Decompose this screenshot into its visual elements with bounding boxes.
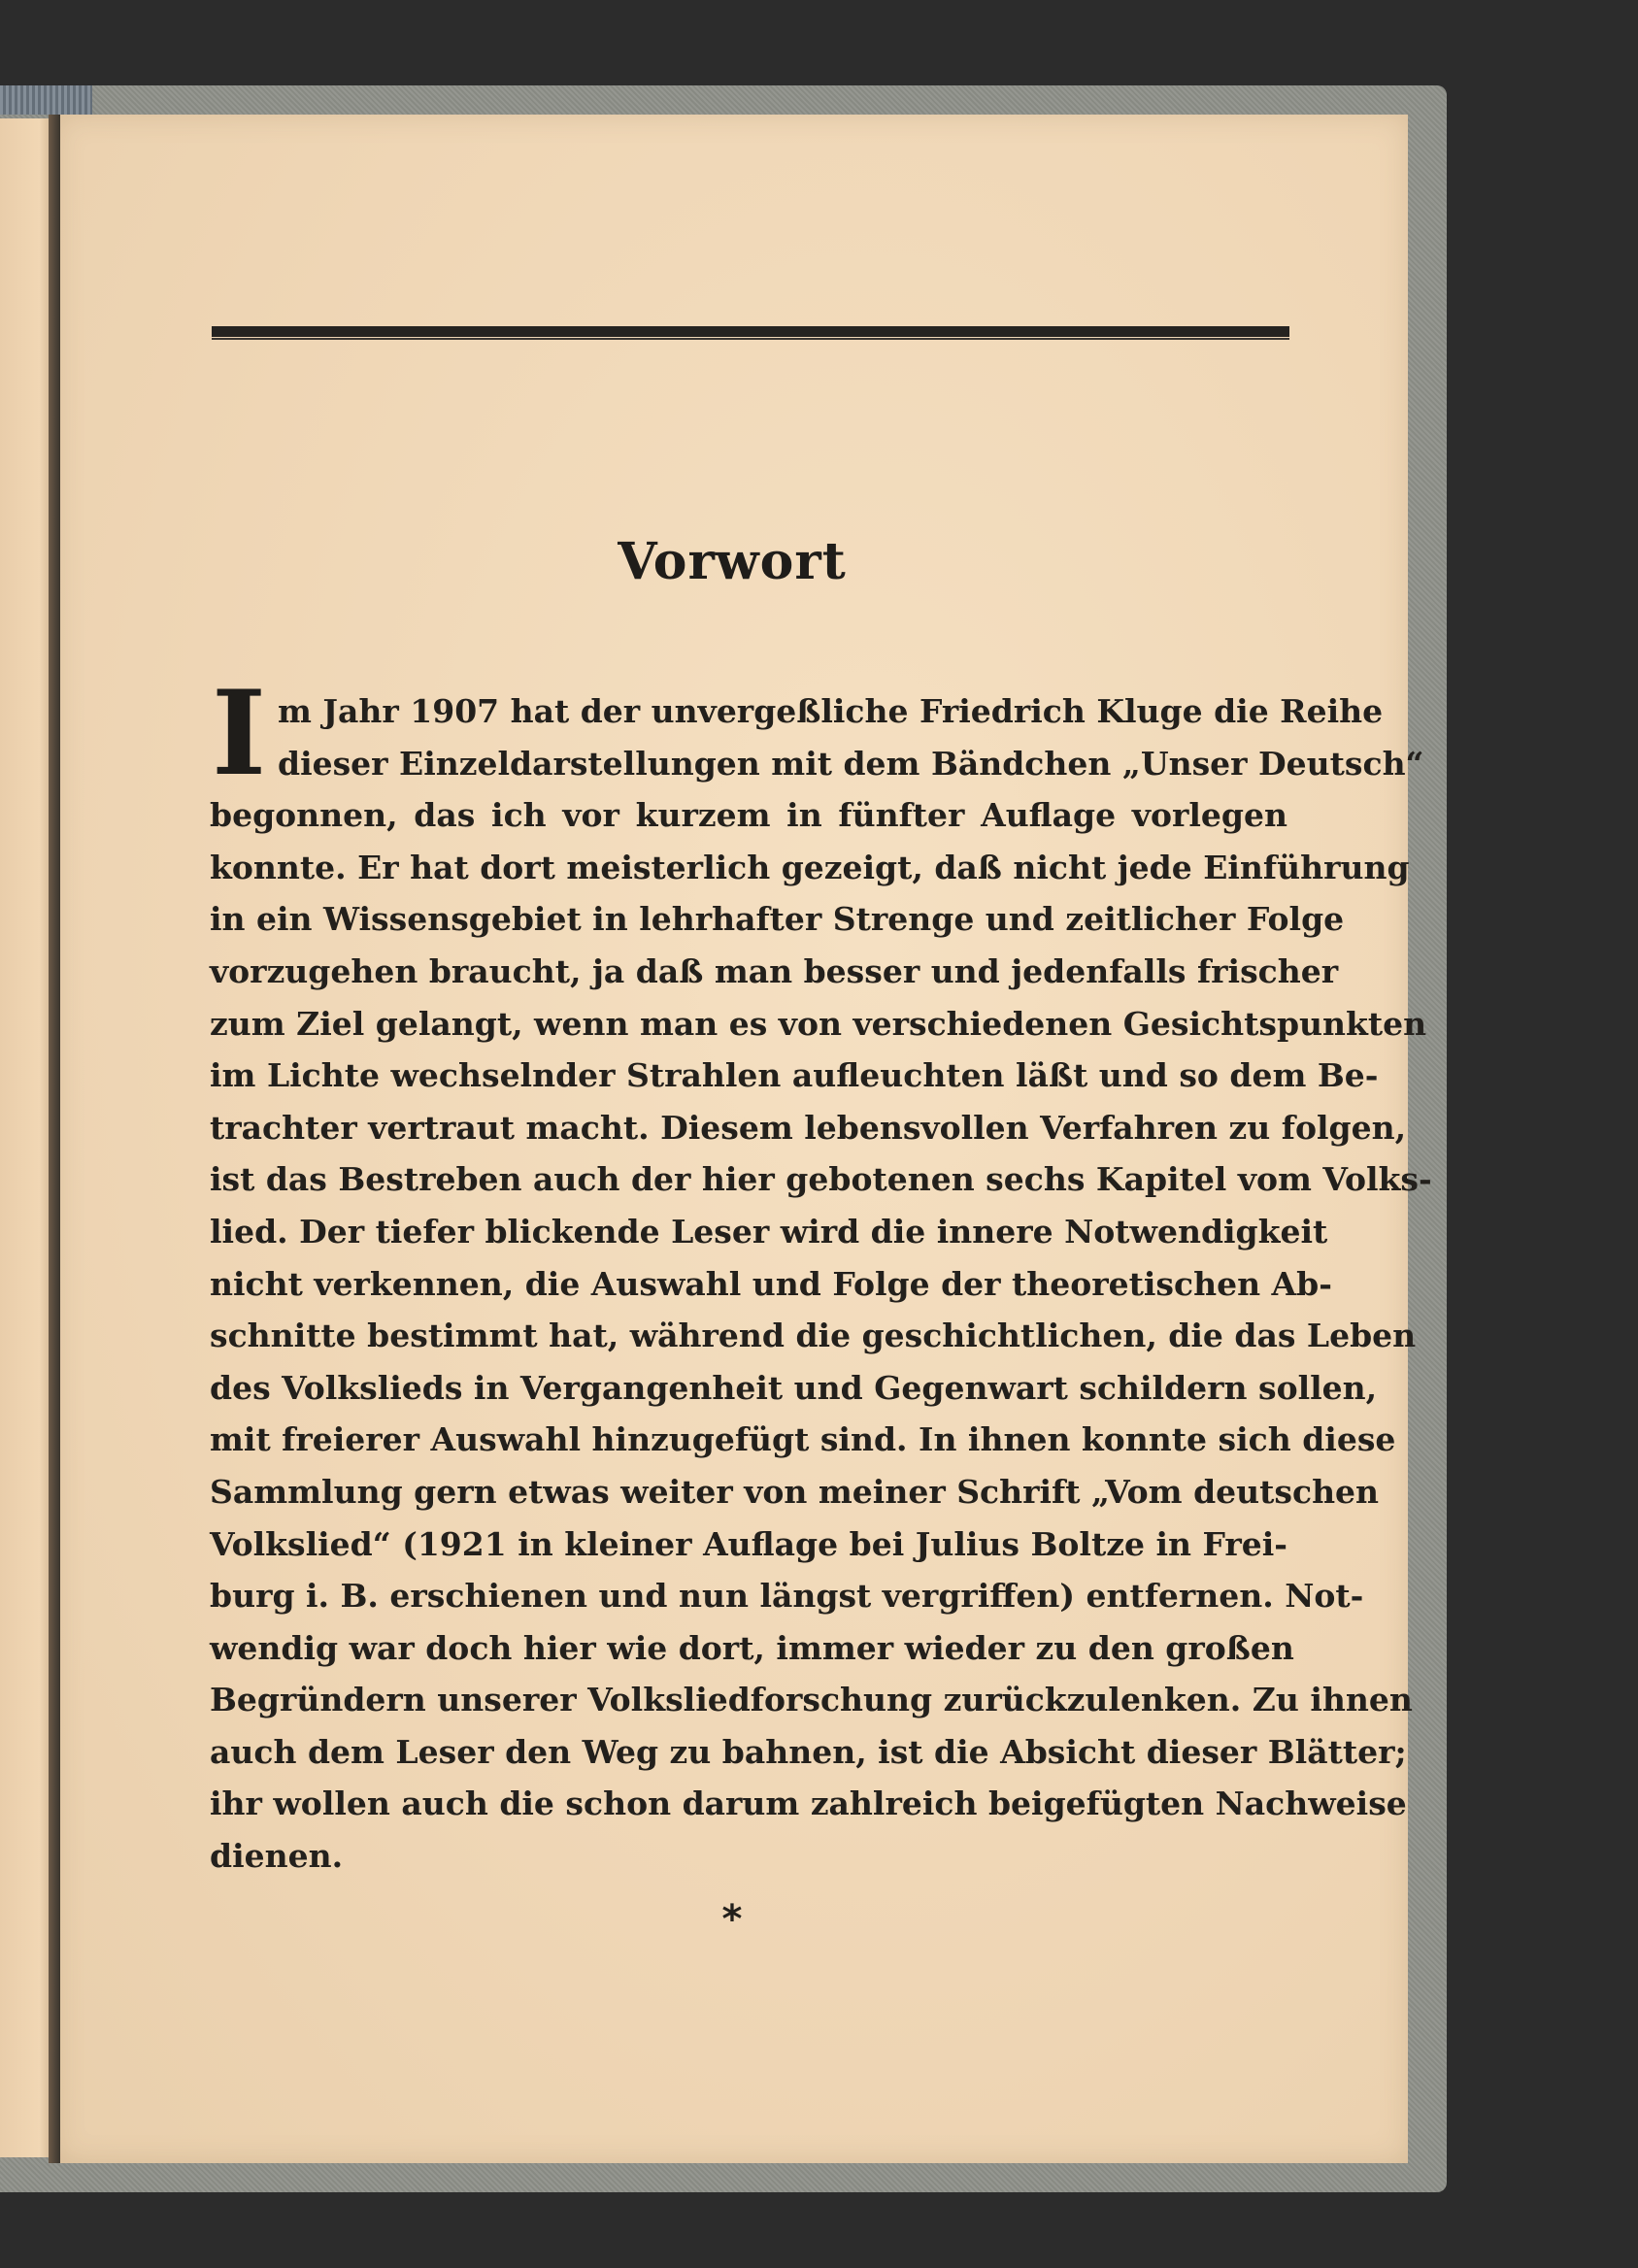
text-line: Sammlung gern etwas weiter von meiner Schrift „Vom deutschen [210, 1472, 1380, 1511]
text-line: dienen. [210, 1837, 344, 1876]
text-line: ihr wollen auch die schon darum zahlreich beigefügten Nachweise [210, 1784, 1407, 1823]
text-line: dieser Einzeldarstellungen mit dem Bändchen „Unser Deutsch“ [278, 744, 1424, 783]
page-title: Vorwort [618, 532, 847, 591]
text-line: in ein Wissensgebiet in lehrhafter Strenge und zeitlicher Folge [210, 900, 1345, 939]
text-line: ist das Bestreben auch der hier gebotenen sechs Kapitel vom Volks- [210, 1160, 1432, 1199]
text-line: im Lichte wechselnder Strahlen aufleuchten läßt und so dem Be- [210, 1056, 1379, 1095]
header-rule [212, 326, 1289, 337]
book-page [56, 115, 1432, 2163]
text-line: Begründern unserer Volksliedforschung zurückzulenken. Zu ihnen [210, 1681, 1413, 1719]
text-line: trachter vertraut macht. Diesem lebensvollen Verfahren zu folgen, [210, 1108, 1407, 1147]
text-line: des Volkslieds in Vergangenheit und Gegenwart schildern sollen, [210, 1368, 1378, 1407]
text-line: schnitte bestimmt hat, während die geschichtlichen, die das Leben [210, 1317, 1417, 1355]
text-line: m Jahr 1907 hat der unvergeßliche Friedrich Kluge die Reihe [278, 692, 1384, 730]
cover-spine-edge [0, 85, 92, 115]
text-line: nicht verkennen, die Auswahl und Folge der theoretischen Ab- [210, 1264, 1332, 1303]
text-line: konnte. Er hat dort meisterlich gezeigt, daß nicht jede Einführung [210, 848, 1410, 886]
text-line: begonnen, das ich vor kurzem in fünfter Auflage vorlegen [210, 796, 1287, 835]
text-line: mit freierer Auswahl hinzugefügt sind. In ihnen konnte sich diese [210, 1420, 1396, 1459]
drop-cap: I [212, 665, 267, 802]
section-separator: * [721, 1897, 743, 1942]
text-line: auch dem Leser den Weg zu bahnen, ist die Absicht dieser Blätter; [210, 1732, 1407, 1771]
text-line: vorzugehen braucht, ja daß man besser und jedenfalls frischer [210, 951, 1339, 990]
foreword-text [210, 685, 1432, 1883]
text-line: burg i. B. erschienen und nun längst vergriffen) entfernen. Not- [210, 1577, 1364, 1616]
text-line: Volkslied“ (1921 in kleiner Auflage bei Julius Boltze in Frei- [210, 1524, 1287, 1563]
text-line: lied. Der tiefer blickende Leser wird die innere Notwendigkeit [210, 1212, 1328, 1251]
text-line: wendig war doch hier wie dort, immer wieder zu den großen [210, 1628, 1294, 1667]
text-line: zum Ziel gelangt, wenn man es von verschiedenen Gesichtspunkten [210, 1004, 1427, 1043]
book-gutter [49, 115, 60, 2163]
